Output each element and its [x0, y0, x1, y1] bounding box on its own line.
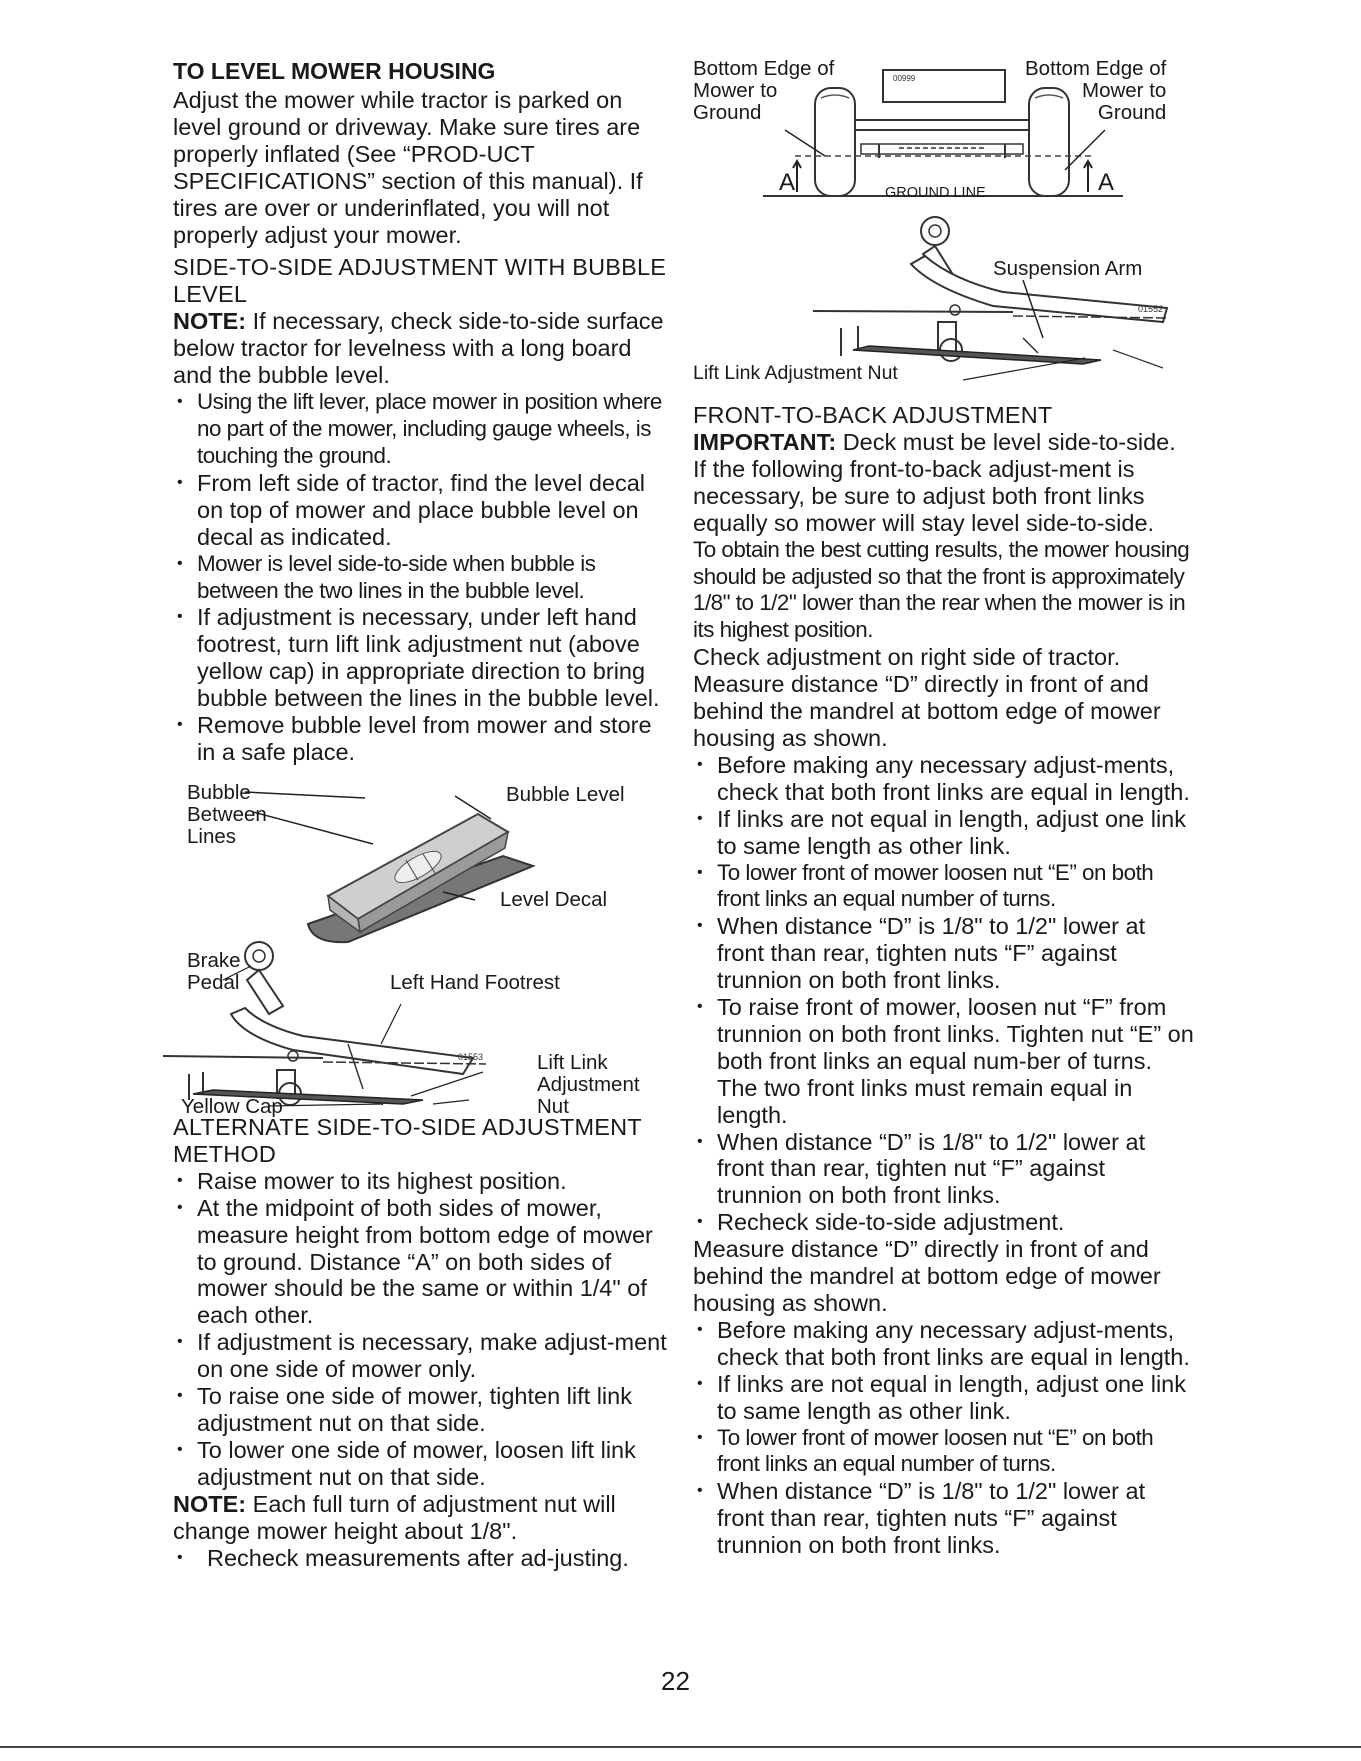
important-lead: IMPORTANT:	[693, 429, 837, 455]
important-text: Deck must be level side-to-side. If the following front-to-back adjust-ment is necessary, be sure to adjust both front links equally so mower will stay level side-to-side.	[693, 429, 1176, 536]
label-distance-a-left: A	[779, 169, 796, 196]
label-brake-pedal: Brake Pedal	[187, 948, 241, 994]
list-item: • To lower front of mower loosen nut “E” on both front links an equal number of turns.	[693, 1425, 1195, 1479]
bullet-list-3	[173, 1545, 668, 1572]
list-item: • When distance “D” is 1/8" to 1/2" lower at front than rear, tighten nuts “F” against trunnion on both front links.	[693, 913, 1195, 994]
bottom-divider	[0, 1746, 1361, 1748]
paragraph-measure-distance: Measure distance “D” directly in front of and behind the mandrel at bottom edge of mower housing as shown.	[693, 1236, 1161, 1316]
list-item: • Recheck side-to-side adjustment.	[693, 1209, 1195, 1236]
list-item: • To raise one side of mower, tighten lift link adjustment nut on that side.	[173, 1383, 668, 1437]
section-heading: TO LEVEL MOWER HOUSING	[173, 58, 496, 84]
label-bottom-edge-left: Bottom Edge of Mower to Ground	[693, 57, 835, 124]
list-item: • When distance “D” is 1/8" to 1/2" lower at front than rear, tighten nuts “F” against trunnion on both front links.	[693, 1478, 1195, 1559]
subheading-alternate: ALTERNATE SIDE-TO-SIDE ADJUSTMENT METHOD	[173, 1113, 642, 1167]
note-2-lead: NOTE:	[173, 1490, 247, 1517]
note-2	[173, 1491, 668, 1545]
part-number-3: 01552	[1138, 304, 1164, 314]
part-number-1: 01553	[458, 1051, 484, 1062]
label-distance-a-right: A	[1098, 169, 1115, 196]
label-lift-link-adjustment-nut: Lift Link Adjustment Nut	[537, 1050, 640, 1118]
label-left-hand-footrest: Left Hand Footrest	[390, 970, 560, 994]
left-column	[173, 58, 668, 1571]
suspension-arm-figure	[693, 218, 1195, 384]
list-item: • To lower one side of mower, loosen lift link adjustment nut on that side.	[173, 1437, 668, 1491]
right-column	[693, 58, 1195, 1559]
bullet-list-2	[173, 1168, 668, 1491]
intro-paragraph: Adjust the mower while tractor is parked on level ground or driveway. Make sure tires are properly inflated (See “PROD-UCT SPECIFICATIONS” section of this manual). If tires are over or underinflated, you will not properly adjust your mower.	[173, 87, 643, 248]
note-1-lead: NOTE:	[173, 308, 247, 335]
list-item: • Recheck measurements after ad-justing.	[173, 1545, 668, 1572]
note-1	[173, 308, 668, 389]
label-bubble-between-lines: Bubble Between Lines	[187, 780, 267, 848]
subheading-front-to-back: FRONT-TO-BACK ADJUSTMENT	[693, 402, 1053, 428]
label-level-decal: Level Decal	[500, 887, 608, 911]
list-item: • If adjustment is necessary, under left hand footrest, turn lift link adjustment nut (above yellow cap) in appropriate direction to bring bubble between the lines in the bubble level.	[173, 604, 668, 712]
paragraph-check-adjustment: Check adjustment on right side of tractor. Measure distance “D” directly in front of and behind the mandrel at bottom edge of mower housing as shown.	[693, 644, 1161, 751]
label-bubble-level: Bubble Level	[506, 782, 625, 806]
subheading-side-to-side: SIDE-TO-SIDE ADJUSTMENT WITH BUBBLE LEVEL	[173, 254, 667, 308]
ground-line-figure	[693, 58, 1195, 210]
list-item: • Before making any necessary adjust-ments, check that both front links are equal in length.	[693, 1317, 1195, 1371]
label-yellow-cap: Yellow Cap	[181, 1094, 283, 1118]
bubble-level-figure	[173, 774, 668, 1118]
list-item: • Using the lift lever, place mower in position where no part of the mower, including gauge wheels, is touching the ground.	[173, 389, 668, 470]
note-1-text: If necessary, check side-to-side surface below tractor for levelness with a long board and the bubble level.	[173, 308, 664, 389]
list-item: • At the midpoint of both sides of mower, measure height from bottom edge of mower to ground. Distance “A” on both sides of mower should be the same or within 1/4" of each other.	[173, 1195, 668, 1330]
paragraph-best-results: To obtain the best cutting results, the mower housing should be adjusted so that the front is approximately 1/8" to 1/2" lower than the rear when the mower is in its highest position.	[693, 536, 1190, 643]
important-note	[693, 429, 1195, 537]
list-item: • When distance “D” is 1/8" to 1/2" lower at front than rear, tighten nut “F” against trunnion on both front links.	[693, 1129, 1195, 1210]
label-ground-line: GROUND LINE	[885, 185, 986, 201]
list-item: • From left side of tractor, find the level decal on top of mower and place bubble level on decal as indicated.	[173, 470, 668, 551]
list-item: • If adjustment is necessary, make adjust-ment on one side of mower only.	[173, 1329, 668, 1383]
list-item: • Remove bubble level from mower and store in a safe place.	[173, 712, 668, 766]
list-item: • If links are not equal in length, adjust one link to same length as other link.	[693, 1371, 1195, 1425]
list-item: • Mower is level side-to-side when bubble is between the two lines in the bubble level.	[173, 551, 668, 605]
bullet-list-1	[173, 389, 668, 766]
suspension-arm-illustration	[693, 218, 1195, 380]
list-item: • To raise front of mower, loosen nut “F” from trunnion on both front links. Tighten nut “E” on both front links an equal num-ber of turns. The two front links must remain equal in length.	[693, 994, 1195, 1129]
list-item: • To lower front of mower loosen nut “E” on both front links an equal number of turns.	[693, 860, 1195, 914]
note-2-text: Each full turn of adjustment nut will change mower height about 1/8".	[173, 1490, 616, 1544]
list-item: • Raise mower to its highest position.	[173, 1168, 668, 1195]
bullet-list-4	[693, 752, 1195, 1236]
list-item: • Before making any necessary adjust-ments, check that both front links are equal in length.	[693, 752, 1195, 806]
page-number: 22	[661, 1666, 690, 1696]
part-number-2: 00999	[893, 74, 916, 83]
label-suspension-arm: Suspension Arm	[993, 257, 1143, 280]
label-bottom-edge-right: Bottom Edge of Mower to Ground	[1025, 57, 1167, 124]
label-lift-link-adjustment-nut-2: Lift Link Adjustment Nut	[693, 362, 898, 384]
list-item: • If links are not equal in length, adjust one link to same length as other link.	[693, 806, 1195, 860]
bullet-list-5	[693, 1317, 1195, 1559]
